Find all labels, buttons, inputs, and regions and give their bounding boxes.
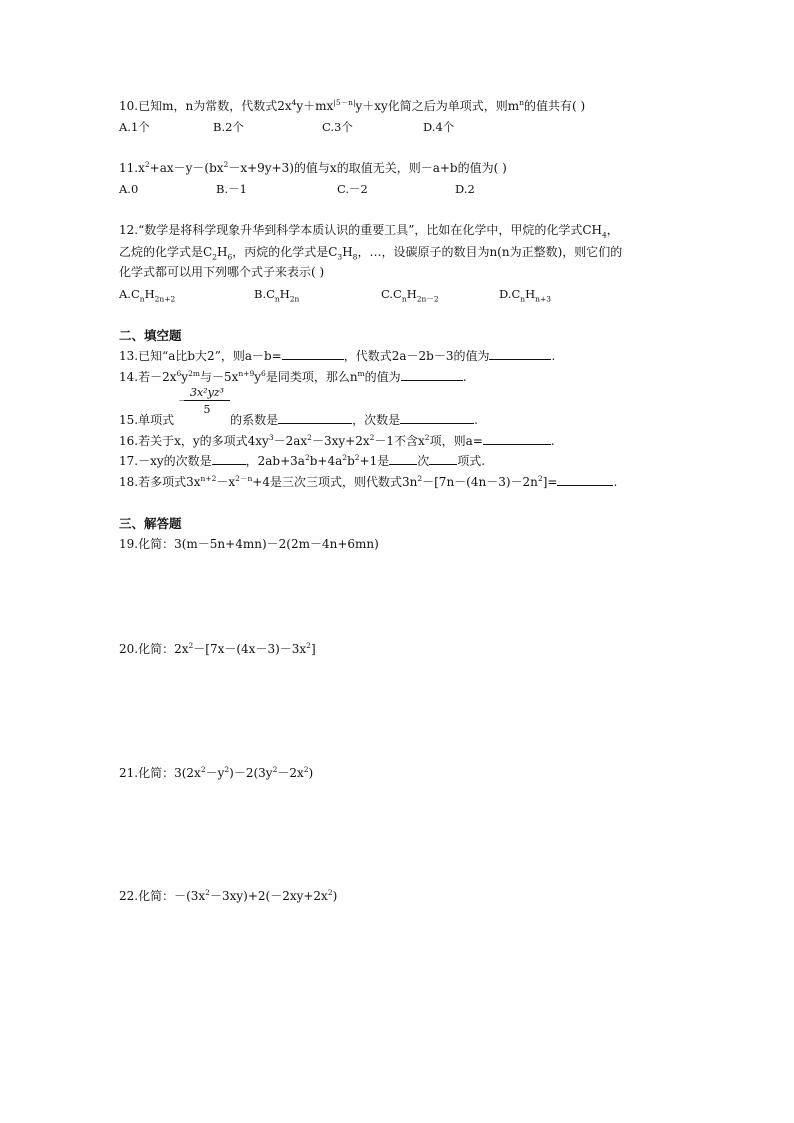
answer-blank[interactable] bbox=[282, 347, 344, 360]
question-12-line-1: 12.“数学是将科学现象升华到科学本质认识的重要工具”，比如在化学中，甲烷的化学式$CH_4$， bbox=[119, 223, 619, 240]
question-14: 14.若$-2x^6y^{2m}$与$-5x^{n+9}y^6$是同类项，那么$n^m$的值为 . bbox=[119, 369, 467, 384]
option-a[interactable]: $A.C_nH_{2n+2}$ bbox=[119, 287, 176, 304]
option-d[interactable]: D.4个 bbox=[423, 120, 455, 134]
answer-blank[interactable] bbox=[278, 411, 352, 424]
option-c[interactable]: C.－2 bbox=[337, 182, 368, 196]
question-10: 10.已知m，n为常数，代数式$2x^4y+mx^{|5-n|}y+xy$化简之后为单项式，则$m^n$的值共有( ) bbox=[119, 98, 586, 113]
question-21: 21.化简：$3(2x^2-y^2)-2(3y^2-2x^2)$ bbox=[119, 765, 314, 780]
question-15: 15.单项式 的系数是 ，次数是 . bbox=[119, 413, 478, 427]
answer-blank[interactable] bbox=[400, 411, 474, 424]
answer-blank[interactable] bbox=[429, 452, 457, 465]
answer-blank[interactable] bbox=[401, 368, 463, 381]
answer-blank[interactable] bbox=[212, 452, 246, 465]
section-heading-solve: 三、解答题 bbox=[119, 516, 182, 531]
option-b[interactable]: B.2个 bbox=[213, 120, 244, 134]
answer-blank[interactable] bbox=[489, 347, 551, 360]
question-16: 16.若关于x，y的多项式$4xy^3-2ax^2-3xy+2x^2-1$不含$x^2$项，则a= . bbox=[119, 433, 555, 448]
section-heading-fill-in: 二、填空题 bbox=[119, 328, 182, 343]
option-d[interactable]: $D.C_nH_{n+3}$ bbox=[499, 287, 552, 304]
option-c[interactable]: C.3个 bbox=[322, 120, 353, 134]
option-b[interactable]: B.－1 bbox=[216, 182, 247, 196]
option-d[interactable]: D.2 bbox=[455, 182, 475, 196]
fraction-denominator: 5 bbox=[203, 403, 211, 416]
option-a[interactable]: A.1个 bbox=[119, 120, 150, 134]
question-13: 13.已知“a比b大2”，则a－b= ，代数式2a－2b－3的值为 . bbox=[119, 349, 556, 363]
minus-sign: － bbox=[178, 394, 189, 407]
option-b[interactable]: $B.C_nH_{2n}$ bbox=[254, 287, 300, 304]
answer-blank[interactable] bbox=[483, 432, 551, 445]
question-18: 18.若多项式$3x^{n+2}-x^{2-n}+4$是三次三项式，则代数式$3n^2-[7n-(4n-3)-2n^2]=$ . bbox=[119, 474, 618, 489]
question-11: $11.x^2+ax-y-(bx^2-x+9y+3)$的值与x的取值无关，则－a+b的值为( ) bbox=[119, 160, 507, 175]
question-19: 19.化简：3(m－5n+4mn)－2(2m－4n+6mn) bbox=[119, 537, 379, 551]
answer-blank[interactable] bbox=[389, 452, 417, 465]
option-a[interactable]: A.0 bbox=[119, 182, 139, 196]
fraction-numerator: 3x²yz³ bbox=[184, 386, 230, 401]
question-22: 22.化简：$-(3x^2-3xy)+2(-2xy+2x^2)$ bbox=[119, 888, 338, 903]
question-17: 17.－xy的次数是 ，$2ab+3a^2b+4a^2b^2+1$是 次 项式. bbox=[119, 453, 486, 468]
question-12-line-2: 乙烷的化学式是$C_2H_6$，丙烷的化学式是$C_3H_8$，…，设碳原子的数目为n(n为正整数)，则它们的 bbox=[119, 245, 623, 262]
question-20: 20.化简：$2x^2-[7x-(4x-3)-3x^2]$ bbox=[119, 641, 316, 656]
question-12-line-3: 化学式都可以用下列哪个式子来表示( ) bbox=[119, 265, 325, 279]
answer-blank[interactable] bbox=[557, 473, 613, 486]
option-c[interactable]: $C.C_nH_{2n-2}$ bbox=[381, 287, 439, 304]
